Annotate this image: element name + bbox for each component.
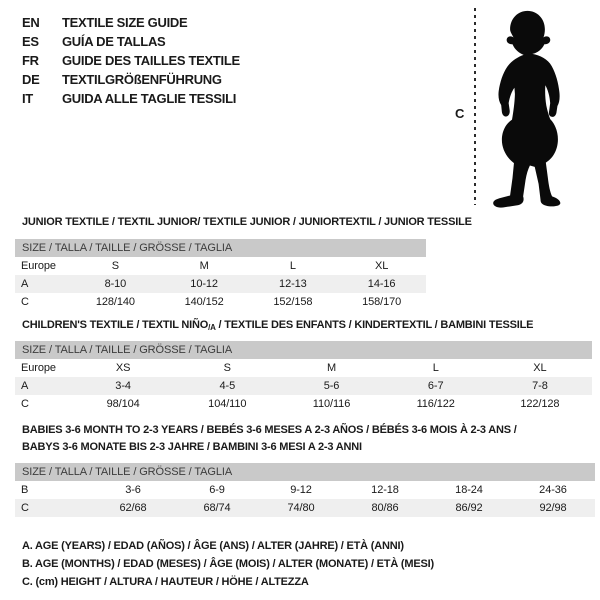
value-cell: 86/92 xyxy=(455,502,483,514)
babies-size-table xyxy=(15,463,595,517)
measure-legend xyxy=(22,537,434,591)
size-cell: XL xyxy=(533,362,547,374)
table-row-europe xyxy=(15,359,592,377)
children-size-table xyxy=(15,341,592,413)
language-row-it xyxy=(22,89,240,108)
value-cell: 140/152 xyxy=(184,296,224,308)
table-row-age-months xyxy=(15,481,595,499)
value-cell: 80/86 xyxy=(371,502,399,514)
language-code: IT xyxy=(22,91,33,106)
value-cell: 3-4 xyxy=(115,380,131,392)
language-code: EN xyxy=(22,15,40,30)
babies-table-title-line1: BABIES 3-6 MONTH TO 2-3 YEARS / BEBÉS 3-6 MESES A 2-3 AÑOS / BÉBÉS 3-6 MOIS À 2-3 ANS / xyxy=(22,424,517,436)
legend-line-a: A. AGE (YEARS) / EDAD (AÑOS) / ÂGE (ANS) / ALTER (JAHRE) / ETÀ (ANNI) xyxy=(22,540,404,552)
language-title: GUÍA DE TALLAS xyxy=(62,34,166,49)
row-label: A xyxy=(21,278,29,290)
row-label: C xyxy=(21,398,29,410)
row-label: A xyxy=(21,380,29,392)
language-title: TEXTILGRÖßENFÜHRUNG xyxy=(62,72,222,87)
table-row-height xyxy=(15,499,595,517)
value-cell: 3-6 xyxy=(125,484,141,496)
size-cell: XL xyxy=(374,260,389,272)
value-cell: 12-18 xyxy=(371,484,399,496)
value-cell: 98/104 xyxy=(106,398,140,410)
language-row-fr xyxy=(22,51,240,70)
value-cell: 10-12 xyxy=(190,278,218,290)
value-cell: 5-6 xyxy=(323,380,340,392)
language-row-de xyxy=(22,70,240,89)
babies-table-title-line2: BABYS 3-6 MONATE BIS 2-3 JAHRE / BAMBINI 3-6 MESI A 2-3 ANNI xyxy=(22,441,362,453)
value-cell: 74/80 xyxy=(287,502,315,514)
legend-line-c: C. (cm) HEIGHT / ALTURA / HAUTEUR / HÖHE / ALTEZZA xyxy=(22,576,309,588)
size-figure xyxy=(440,0,600,215)
row-label: Europe xyxy=(21,260,56,272)
value-cell: 122/128 xyxy=(520,398,560,410)
children-title-sub: /A xyxy=(208,323,216,332)
value-cell: 7-8 xyxy=(532,380,548,392)
language-row-es xyxy=(22,32,240,51)
value-cell: 12-13 xyxy=(279,278,307,290)
table-row-height xyxy=(15,293,426,311)
size-cell: S xyxy=(111,260,119,272)
language-code: ES xyxy=(22,34,39,49)
size-cell: M xyxy=(326,362,337,374)
language-code: FR xyxy=(22,53,39,68)
size-header-bar: SIZE / TALLA / TAILLE / GRÖSSE / TAGLIA xyxy=(15,341,592,359)
size-header-bar: SIZE / TALLA / TAILLE / GRÖSSE / TAGLIA xyxy=(15,463,595,481)
children-title-suffix: / TEXTILE DES ENFANTS / KINDERTEXTIL / BAMBINI TESSILE xyxy=(215,319,534,331)
value-cell: 68/74 xyxy=(203,502,231,514)
value-cell: 62/68 xyxy=(119,502,147,514)
value-cell: 116/122 xyxy=(416,398,455,410)
value-cell: 6-7 xyxy=(427,380,444,392)
value-cell: 8-10 xyxy=(104,278,127,290)
value-cell: 9-12 xyxy=(290,484,312,496)
value-cell: 24-36 xyxy=(539,484,567,496)
language-guide-list xyxy=(22,13,240,108)
value-cell: 18-24 xyxy=(455,484,483,496)
row-label: Europe xyxy=(21,362,56,374)
children-title-prefix: CHILDREN'S TEXTILE / TEXTIL NIÑO xyxy=(22,319,209,331)
size-cell: M xyxy=(199,260,209,272)
height-measure-dotted-line xyxy=(474,8,476,205)
value-cell: 4-5 xyxy=(219,380,236,392)
junior-size-table xyxy=(15,239,426,311)
table-row-age xyxy=(15,275,426,293)
baby-silhouette-icon xyxy=(481,7,573,208)
row-label: B xyxy=(21,484,29,496)
value-cell: 104/110 xyxy=(208,398,247,410)
value-cell: 92/98 xyxy=(539,502,567,514)
value-cell: 110/116 xyxy=(312,398,351,410)
children-table-title xyxy=(22,319,533,332)
size-header-bar: SIZE / TALLA / TAILLE / GRÖSSE / TAGLIA xyxy=(15,239,426,257)
size-cell: L xyxy=(432,362,439,374)
table-row-height xyxy=(15,395,592,413)
language-code: DE xyxy=(22,72,40,87)
size-cell: S xyxy=(223,362,231,374)
table-row-europe xyxy=(15,257,426,275)
row-label: C xyxy=(21,502,29,514)
language-title: GUIDA ALLE TAGLIE TESSILI xyxy=(62,91,237,106)
junior-table-title: JUNIOR TEXTILE / TEXTIL JUNIOR/ TEXTILE JUNIOR / JUNIORTEXTIL / JUNIOR TESSILE xyxy=(22,216,472,228)
value-cell: 14-16 xyxy=(367,278,396,290)
language-title: GUIDE DES TAILLES TEXTILE xyxy=(62,53,240,68)
size-cell: L xyxy=(289,260,296,272)
language-title: TEXTILE SIZE GUIDE xyxy=(62,15,188,30)
value-cell: 6-9 xyxy=(209,484,225,496)
value-cell: 152/158 xyxy=(273,296,313,308)
value-cell: 128/140 xyxy=(95,296,135,308)
value-cell: 158/170 xyxy=(362,296,402,308)
height-measure-label: C xyxy=(455,106,465,121)
table-row-age xyxy=(15,377,592,395)
legend-line-b: B. AGE (MONTHS) / EDAD (MESES) / ÂGE (MOIS) / ALTER (MONATE) / ETÀ (MESI) xyxy=(22,558,434,570)
size-cell: XS xyxy=(115,362,131,374)
language-row-en xyxy=(22,13,240,32)
row-label: C xyxy=(21,296,29,308)
